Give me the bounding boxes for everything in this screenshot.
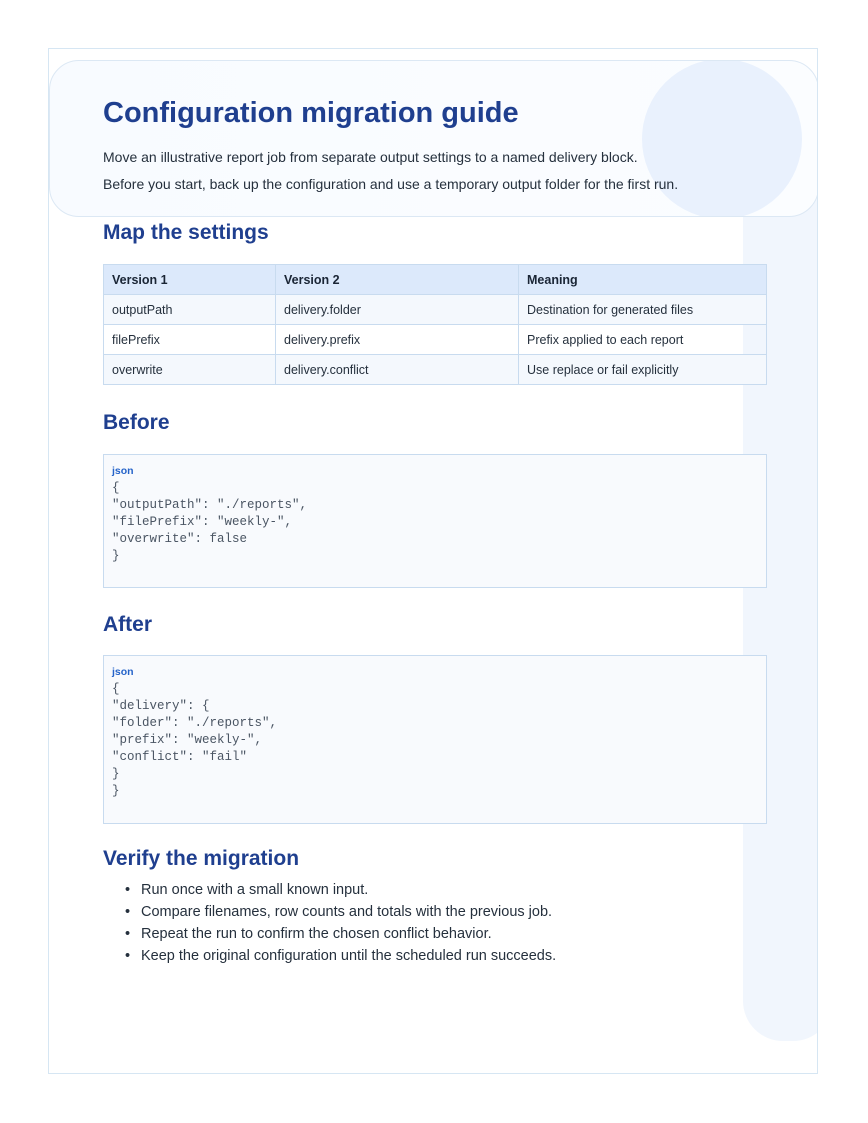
code-language-label: json	[112, 666, 134, 678]
code-line: "outputPath": "./reports",	[112, 498, 308, 512]
code-line: "folder": "./reports",	[112, 716, 278, 730]
section-heading-verify: Verify the migration	[103, 847, 300, 870]
code-line: }	[112, 784, 120, 798]
bullet-icon: •	[125, 948, 131, 964]
table-cell: outputPath	[104, 295, 276, 325]
list-item-text: Run once with a small known input.	[141, 882, 369, 898]
intro-paragraph: Before you start, back up the configuration and use a temporary output folder for the first run.	[103, 176, 679, 192]
table-cell: filePrefix	[104, 325, 276, 355]
table-row	[104, 325, 767, 355]
code-block-after	[103, 655, 767, 824]
list-item	[121, 879, 556, 901]
table-row	[104, 295, 767, 325]
table-cell: overwrite	[104, 355, 276, 385]
table-cell: delivery.folder	[276, 295, 519, 325]
page-title: Configuration migration guide	[103, 97, 519, 129]
list-item	[121, 923, 556, 945]
bullet-icon: •	[125, 882, 131, 898]
intro-paragraph: Move an illustrative report job from separate output settings to a named delivery block.	[103, 149, 638, 165]
list-item-text: Keep the original configuration until the scheduled run succeeds.	[141, 948, 557, 964]
table-cell: delivery.conflict	[276, 355, 519, 385]
code-language-label: json	[112, 465, 134, 477]
code-line: {	[112, 481, 120, 495]
verify-checklist	[121, 879, 556, 967]
bullet-icon: •	[125, 904, 131, 920]
code-block-before	[103, 454, 767, 588]
list-item-text: Compare filenames, row counts and totals with the previous job.	[141, 904, 553, 920]
decorative-circle	[642, 60, 802, 217]
header-card	[49, 60, 818, 217]
table-header-row	[104, 265, 767, 295]
code-line: "conflict": "fail"	[112, 750, 248, 764]
code-line: {	[112, 682, 120, 696]
section-heading-after: After	[103, 613, 153, 636]
table-cell: Use replace or fail explicitly	[519, 355, 767, 385]
list-item	[121, 945, 556, 967]
table-row	[104, 355, 767, 385]
code-line: "filePrefix": "weekly-",	[112, 515, 293, 529]
column-header: Version 1	[104, 265, 276, 295]
code-line: "prefix": "weekly-",	[112, 733, 263, 747]
code-line: "delivery": {	[112, 699, 210, 713]
code-line: }	[112, 549, 120, 563]
list-item	[121, 901, 556, 923]
table-cell: Destination for generated files	[519, 295, 767, 325]
table-cell: Prefix applied to each report	[519, 325, 767, 355]
section-heading-before: Before	[103, 411, 170, 434]
table-cell: delivery.prefix	[276, 325, 519, 355]
settings-map-table	[103, 264, 767, 385]
section-heading-map: Map the settings	[103, 221, 269, 244]
column-header: Meaning	[519, 265, 767, 295]
code-line: }	[112, 767, 120, 781]
column-header: Version 2	[276, 265, 519, 295]
document-page	[48, 48, 818, 1074]
bullet-icon: •	[125, 926, 131, 942]
code-line: "overwrite": false	[112, 532, 248, 546]
list-item-text: Repeat the run to confirm the chosen conflict behavior.	[141, 926, 492, 942]
